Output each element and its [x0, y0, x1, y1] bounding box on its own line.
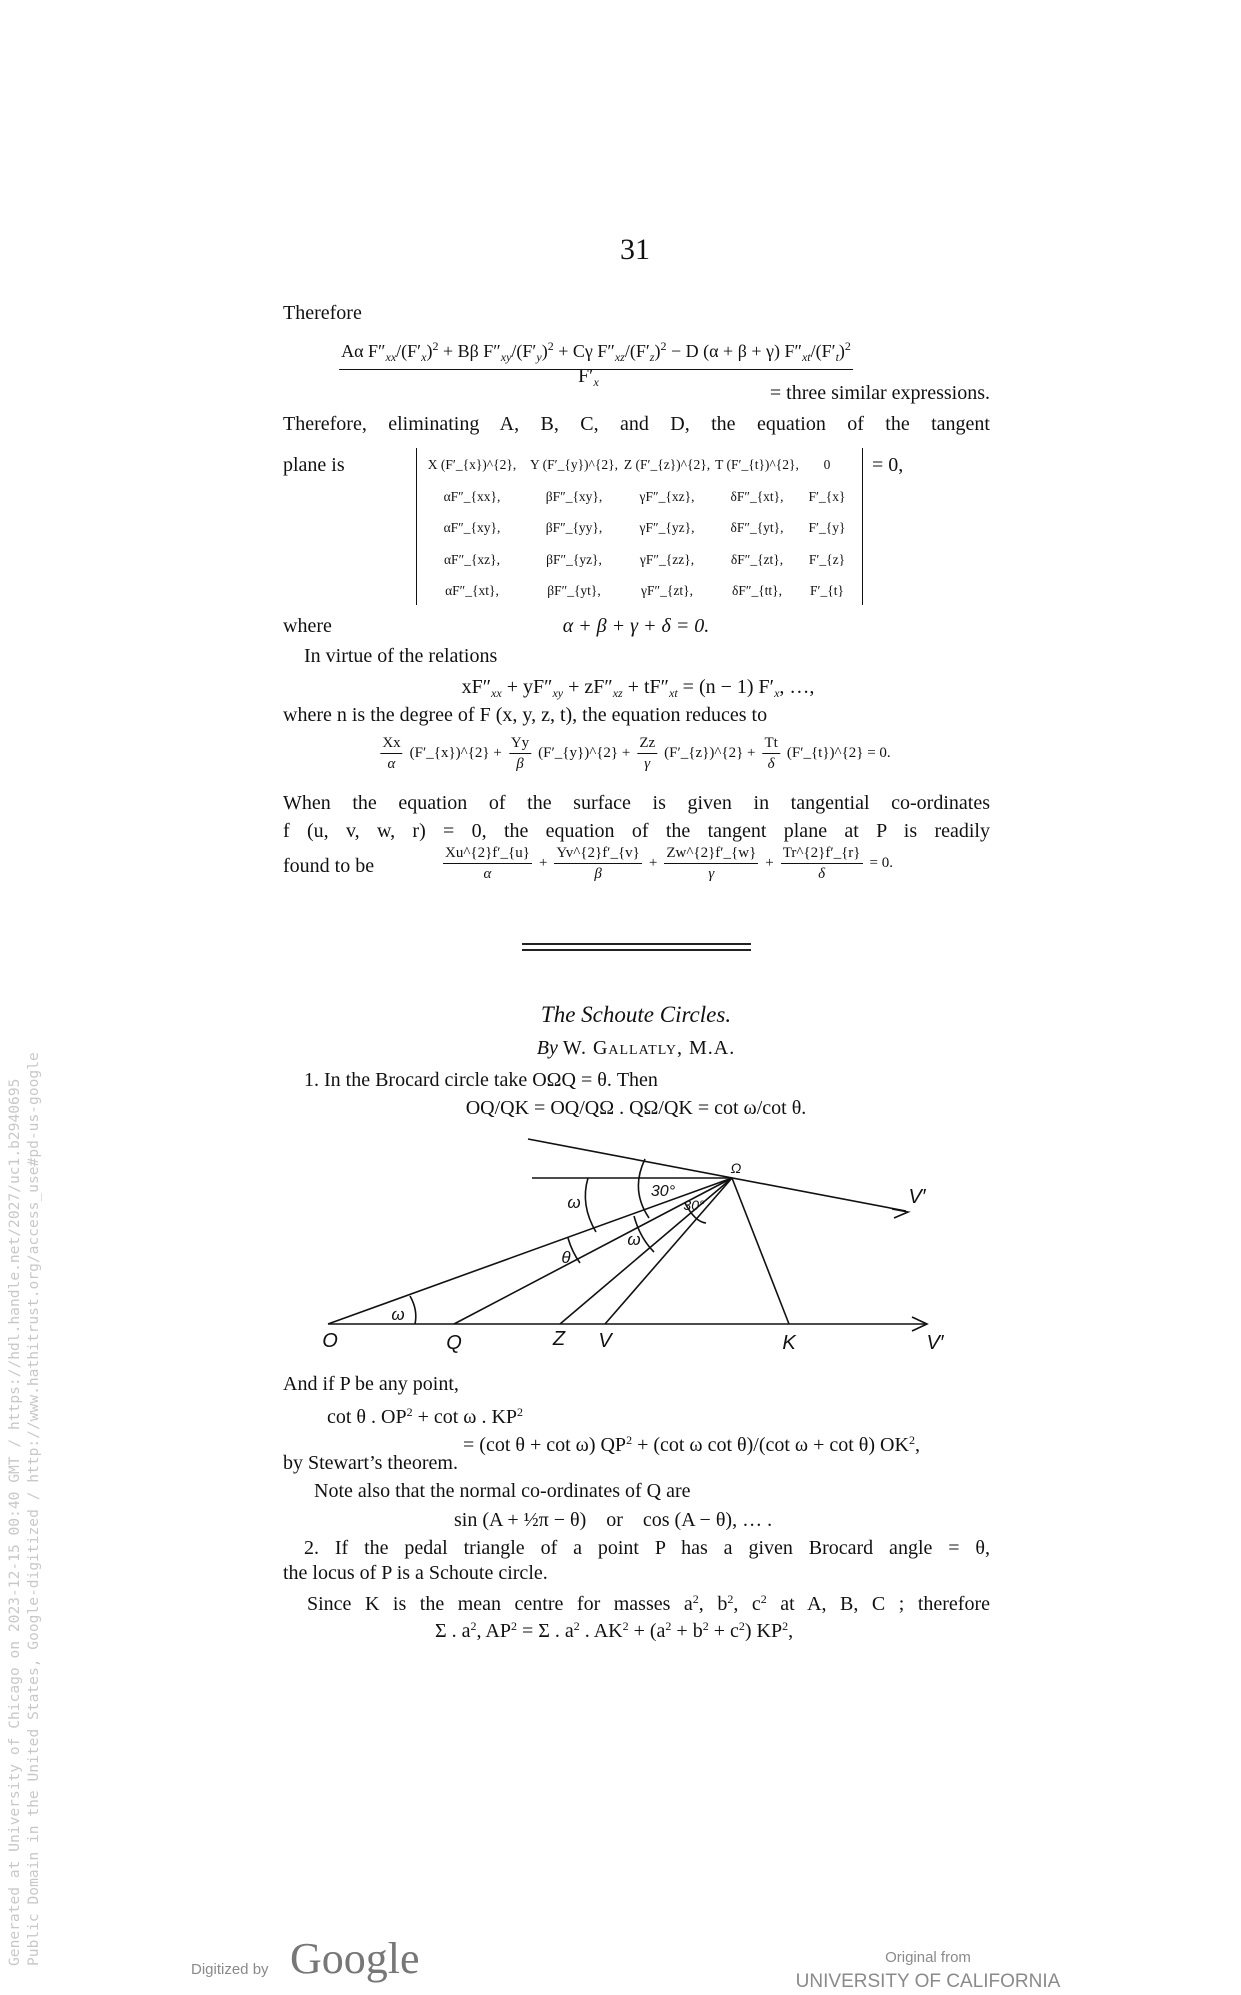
determinant-cell: βF″_{yt},	[547, 583, 601, 598]
point-o-label: O	[322, 1330, 338, 1352]
determinant-cell: γF″_{zz},	[639, 551, 695, 567]
equation-term: (F′_{y})^{2} +	[538, 744, 631, 761]
angle-omega-o-label: ω	[391, 1305, 405, 1324]
determinant-cell: βF″_{xy},	[545, 488, 603, 504]
point-v-label: V	[598, 1330, 612, 1352]
fraction-denominator: α	[387, 756, 396, 772]
byline-author: W. Gallatly, M.A.	[562, 1037, 736, 1059]
plane-is-label: plane is	[283, 454, 345, 476]
in-virtue-text: In virtue of the relations	[304, 645, 498, 667]
determinant-cell: βF″_{yz},	[546, 551, 602, 567]
sigma-equation: Σ . $a^2$, $AP^2 = \Sigma$ . $a^2$ . $AK^2 + (a^2 + b^2 + c^2)$ $KP^2$,	[435, 1619, 794, 1642]
note-text: Note also that the normal co-ordinates of Q are	[314, 1480, 691, 1502]
university-label: UNIVERSITY OF CALIFORNIA	[795, 1971, 1061, 1992]
fraction-denominator: δ	[818, 866, 826, 882]
determinant-cell: δF″_{zt},	[730, 551, 784, 567]
big-fraction-numerator: Aα $F''_{xx}/(F'_x)^2 + B\beta$ $F''_{xy}/(F'_y)^2 + C\gamma$ $F''_{xz}/(F'_z)^2 - D$ (α + β + γ) $F''_{xt}/(F'_t)^2$	[339, 334, 853, 370]
equation-term: +	[538, 854, 548, 871]
determinant-cell: αF″_{xz},	[443, 551, 501, 567]
fraction-denominator: α	[483, 866, 492, 882]
line-k-omega	[732, 1178, 789, 1324]
equation-term: +	[648, 854, 658, 871]
fraction-numerator: Xx	[380, 733, 402, 754]
determinant-cell: Z (F′_{z})^{2},	[623, 457, 711, 472]
determinant-cell: γF″_{yz},	[639, 520, 695, 535]
eliminating-text: Therefore, eliminating A, B, C, and D, the equation of the tangent	[283, 413, 990, 435]
determinant-cell: δF″_{yt},	[730, 520, 784, 535]
article-title: The Schoute Circles.	[540, 1002, 732, 1027]
fraction-numerator: Yy	[509, 733, 531, 754]
angle-30-small-label: 30°	[683, 1197, 705, 1213]
determinant-cell: Y (F′_{y})^{2},	[530, 457, 618, 472]
point-k-label: K	[782, 1332, 796, 1354]
angle-omega-mid-label: ω	[627, 1230, 641, 1249]
point-omega-label: Ω	[730, 1160, 742, 1176]
fraction-denominator: γ	[644, 756, 651, 772]
stewart-rhs: = (cot θ + cot ω) $QP^2 + (\cot$ ω cot θ)/(cot ω + cot θ) $OK^2$,	[463, 1433, 920, 1456]
determinant-cell: 0	[823, 457, 831, 472]
fraction-numerator: Xu^{2}f′_{u}	[443, 843, 532, 864]
byline-by: By	[536, 1037, 558, 1059]
paragraph1-equation: OQ/QK = OQ/QΩ . QΩ/QK = cot ω/cot θ.	[465, 1097, 807, 1119]
equation-term: +	[765, 854, 774, 871]
when-text-line2: f (u, v, w, r) = 0, the equation of the tangent plane at P is readily	[283, 820, 990, 842]
similar-expressions: = three similar expressions.	[769, 382, 990, 404]
equation-term: (F′_{x})^{2} +	[409, 744, 502, 761]
fraction-numerator: Zw^{2}f′_{w}	[664, 843, 758, 864]
normal-coordinates: sin (A + ½π − θ) or cos (A − θ), … .	[454, 1509, 773, 1531]
angle-theta-label: θ	[561, 1248, 571, 1267]
digitized-by-label: Digitized by	[191, 1961, 269, 1978]
equation-term: (F′_{z})^{2} +	[664, 744, 756, 761]
big-fraction-denominator: $F'_x$	[578, 365, 599, 389]
determinant-cell: αF″_{xt},	[445, 583, 499, 598]
page-number: 31	[620, 233, 650, 266]
paragraph2-line1: 2. If the pedal triangle of a point P has a given Brocard angle = θ,	[304, 1537, 990, 1559]
found-to-be-label: found to be	[283, 855, 375, 877]
determinant-equals: = 0,	[872, 454, 904, 476]
determinant-cell: αF″_{xx},	[443, 488, 501, 504]
where-n-text: where n is the degree of F (x, y, z, t), the equation reduces to	[283, 704, 768, 726]
determinant-cell: F′_{z}	[808, 551, 846, 567]
fraction-denominator: γ	[708, 866, 715, 882]
fraction-denominator: δ	[767, 756, 775, 772]
sum-zero-equation: α + β + γ + δ = 0.	[562, 615, 710, 637]
therefore-label: Therefore	[283, 302, 362, 324]
fraction-denominator: β	[594, 866, 602, 882]
point-v-prime-top-label: V′	[908, 1186, 926, 1208]
paragraph2-line2: the locus of P is a Schoute circle.	[283, 1562, 548, 1584]
arc-omega-top	[585, 1178, 596, 1232]
by-stewart-text: by Stewart’s theorem.	[283, 1452, 458, 1474]
determinant-cell: F′_{y}	[808, 520, 846, 535]
determinant-cell: T (F′_{t})^{2},	[715, 457, 799, 472]
arc-omega-o	[410, 1296, 416, 1324]
determinant-cell: X (F′_{x})^{2},	[427, 457, 517, 472]
equation-term: (F′_{t})^{2} = 0.	[786, 744, 891, 761]
point-z-label: Z	[552, 1328, 566, 1350]
watermark-public-domain: Public Domain in the United States, Google-digitized / http://www.hathitrust.org/access_use#pd-us-google	[25, 1052, 42, 1966]
when-text-line1: When the equation of the surface is given in tangential co-ordinates	[283, 792, 990, 814]
paragraph1-line1: 1. In the Brocard circle take OΩQ = θ. Then	[304, 1069, 658, 1091]
watermark-generated: Generated at University of Chicago on 2023-12-15 00:40 GMT / https://hdl.handle.net/2027/uc1.b2940695	[6, 1078, 23, 1966]
angle-omega-top-label: ω	[567, 1193, 581, 1212]
fraction-denominator: β	[516, 756, 524, 772]
determinant-cell: F′_{x}	[808, 488, 846, 504]
determinant-cell: δF″_{tt},	[731, 583, 783, 598]
since-k-text: Since K is the mean centre for masses $a^2$, $b^2$, $c^2$ at A, B, C ; therefore	[307, 1592, 990, 1615]
equation-term: = 0.	[869, 854, 893, 871]
fraction-numerator: Zz	[637, 733, 657, 754]
determinant-cell: βF″_{yy},	[545, 520, 603, 535]
original-from-label: Original from	[885, 1949, 971, 1966]
fraction-numerator: Yv^{2}f′_{v}	[554, 843, 641, 864]
where-label: where	[283, 615, 332, 637]
determinant-cell: δF″_{xt},	[730, 488, 784, 504]
fraction-numerator: Tt	[763, 733, 780, 754]
determinant-cell: αF″_{xy},	[443, 520, 501, 535]
determinant-cell: γF″_{zt},	[641, 583, 693, 598]
point-v-prime-bottom-label: V′	[926, 1332, 944, 1354]
fraction-numerator: Tr^{2}f′_{r}	[781, 843, 863, 864]
point-q-label: Q	[446, 1332, 462, 1354]
angle-30-big-label: 30°	[650, 1183, 676, 1200]
and-if-text: And if P be any point,	[283, 1373, 459, 1395]
google-logo: Google	[290, 1934, 420, 1983]
determinant-cell: F′_{t}	[810, 583, 844, 598]
determinant-cell: γF″_{xz},	[639, 488, 695, 504]
relation-equation: $xF''_{xx} + yF''_{xy} + zF''_{xz} + tF''_{xt} = (n - 1)$ $F'_x$, …,	[461, 676, 815, 700]
stewart-lhs: cot θ . $OP^2 + \cot \omega$ . $KP^2$	[327, 1405, 524, 1428]
